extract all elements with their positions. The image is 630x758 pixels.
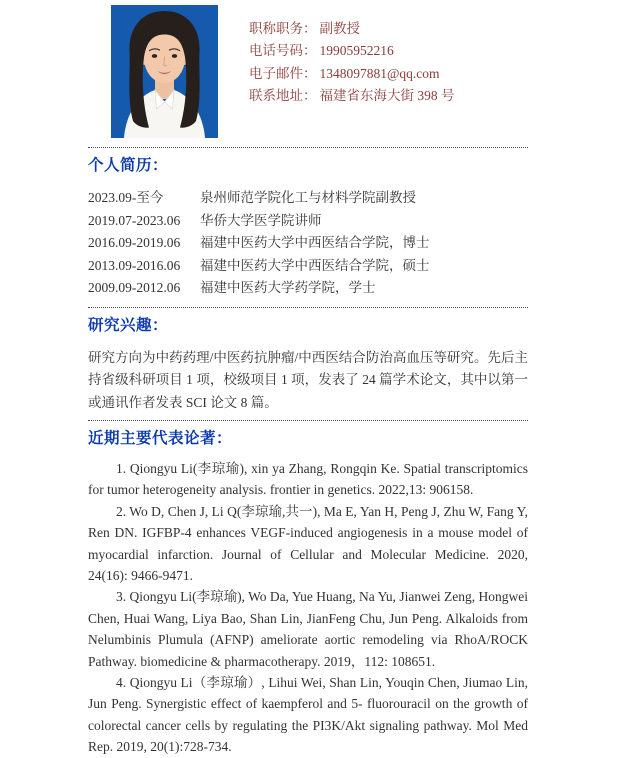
resume-row (88, 187, 528, 210)
resume-period: 2016.09-2019.06 (88, 235, 181, 250)
research-paragraph: 研究方向为中药药理/中医药抗肿瘤/中西医结合防治高血压等研究。先后主持省级科研项目 1 项，校级项目 1 项，发表了 24 篇学术论文，其中以第一或通讯作者发表 SCI 论文 8 篇。 (88, 349, 528, 410)
publication-item: 3. Qiongyu Li(李琼瑜), Wo Da, Yue Huang, Na Yu, Jianwei Zeng, Hongwei Chen, Huai Wang, Liya Bao, Shan Lin, JianFeng Chu, Jun Peng. Alkaloids from Nelumbinis Plumula (AFNP) ameliorate aortic remodeling via RhoA/ROCK Pathway. biomedicine & pharmacotherapy. 2019，112: 108651. (88, 589, 528, 669)
contact-info (249, 5, 455, 138)
contact-label: 职称职务： (249, 21, 317, 36)
section-title-publications: 近期主要代表论著： (88, 430, 233, 447)
resume-row (88, 210, 528, 233)
dotted-separator (88, 420, 528, 421)
contact-label: 电话号码： (249, 43, 317, 59)
publication-list (88, 458, 528, 758)
resume-row (88, 232, 528, 255)
contact-row-phone (249, 40, 455, 62)
publication-item: 4. Qiongyu Li（李琼瑜）, Lihui Wei, Shan Lin, Youqin Chen, Jiumao Lin, Jun Peng. Synergistic effect of kaempferol and 5- fluorouracil on the growth of colorectal cancer cells by regulating the PI3K/Akt signaling pathway. Mol Med Rep. 2019, 20(1):728-734. (88, 675, 528, 755)
resume-period: 2009.09-2012.06 (88, 280, 181, 295)
section-title-resume: 个人简历： (88, 157, 169, 174)
contact-label: 联系地址： (249, 88, 317, 104)
resume-period: 2019.07-2023.06 (88, 212, 181, 228)
profile-header (88, 5, 528, 138)
contact-value: 1348097881@qq.com (319, 65, 440, 81)
publication-item: 1. Qiongyu Li(李琼瑜), xin ya Zhang, Rongqin Ke. Spatial transcriptomics for tumor heterogeneity analysis. frontier in genetics. 2022,13: 906158. (88, 461, 528, 498)
resume-period: 2013.09-2016.06 (88, 257, 181, 273)
contact-row-address (249, 85, 455, 107)
profile-photo (111, 5, 218, 138)
resume-description: 泉州师范学院化工与材料学院副教授 (200, 190, 416, 205)
resume-description: 福建中医药大学药学院，学士 (200, 280, 376, 295)
dotted-separator (88, 307, 528, 308)
resume-list (88, 187, 528, 300)
contact-row-email (249, 63, 455, 85)
contact-row-title (249, 18, 455, 40)
contact-value: 副教授 (319, 21, 360, 36)
resume-description: 福建中医药大学中西医结合学院，博士 (200, 235, 430, 250)
section-title-research: 研究兴趣： (88, 316, 169, 334)
publication-item: 2. Wo D, Chen J, Li Q(李琼瑜,共一), Ma E, Yan H, Peng J, Zhu W, Fang Y, Ren DN. IGFBP-4 enhances VEGF-induced angiogenesis in a mouse model of myocardial infarction. Journal of Cellular and Molecular Medicine. 2020, 24(16): 9466-9471. (88, 503, 528, 584)
resume-row (88, 255, 528, 278)
contact-value: 19905952216 (319, 43, 394, 59)
resume-description: 福建中医药大学中西医结合学院，硕士 (200, 257, 430, 273)
contact-value: 福建省东海大街 398 号 (319, 88, 455, 104)
resume-period: 2023.09-至今 (88, 190, 164, 205)
resume-row (88, 277, 528, 300)
resume-description: 华侨大学医学院讲师 (200, 212, 322, 228)
contact-label: 电子邮件： (249, 65, 317, 81)
dotted-separator (88, 147, 528, 148)
